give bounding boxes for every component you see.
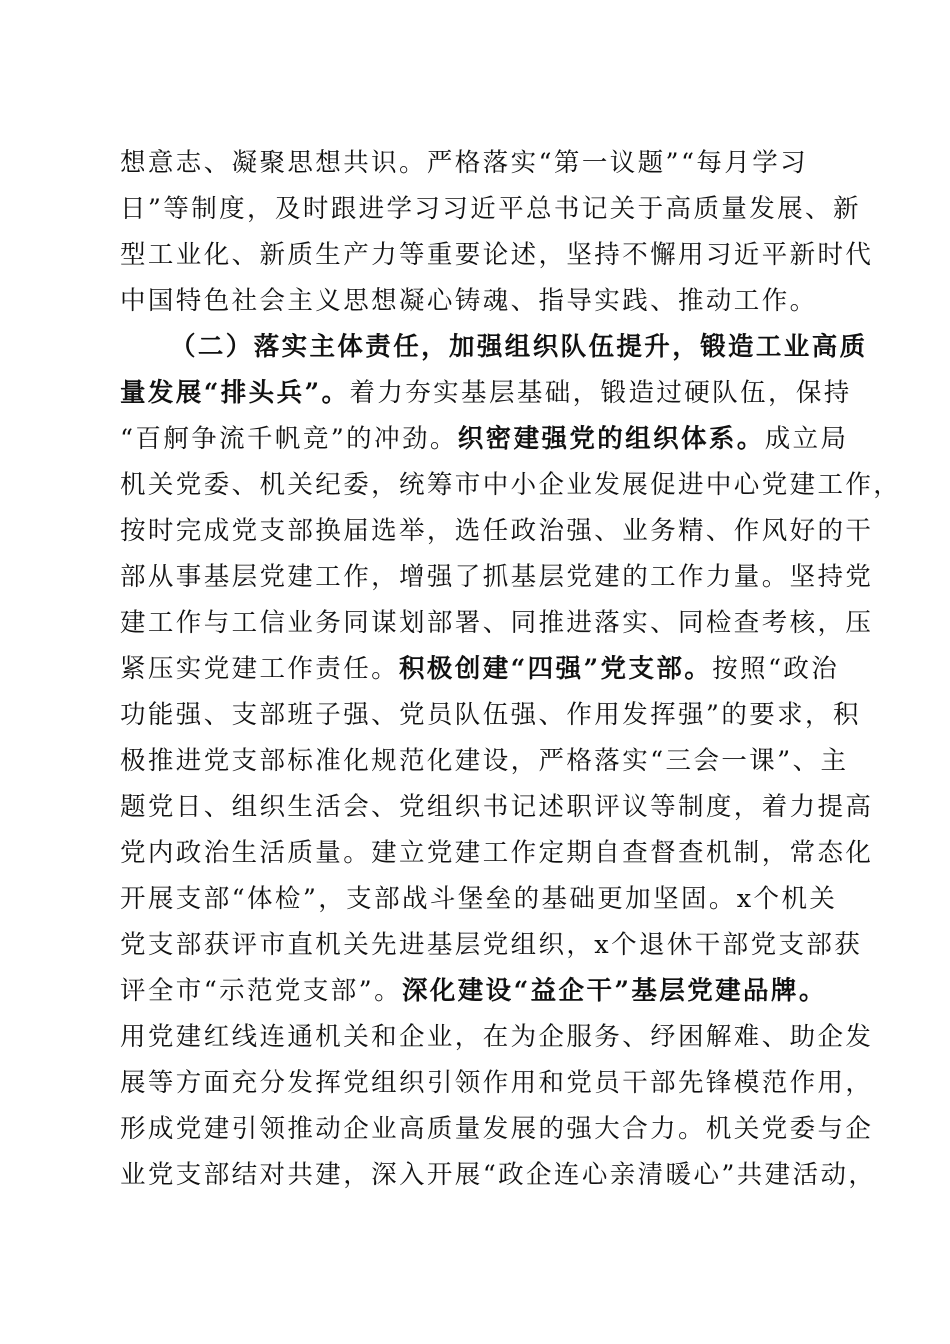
text-run: 型工业化、新质生产力等重要论述，坚持不懈用习近平新时代 — [120, 240, 874, 270]
text-line — [120, 833, 873, 873]
text-line — [120, 511, 873, 551]
text-run: 用党建红线连通机关和企业，在为企服务、纾困解难、助企发 — [120, 1022, 874, 1052]
text-line — [120, 281, 818, 321]
text-run: 按照“政治 — [712, 654, 840, 684]
text-run: 业党支部结对共建，深入开展“政企连心亲清暖心”共建活动， — [120, 1160, 877, 1190]
text-run: 形成党建引领推动企业高质量发展的强大合力。机关党委与企 — [120, 1114, 874, 1144]
text-line — [120, 1109, 873, 1149]
text-line — [120, 143, 808, 183]
text-run: 党内政治生活质量。建立党建工作定期自查督查机制，常态化 — [120, 838, 874, 868]
text-line — [120, 603, 873, 643]
text-line — [120, 787, 873, 827]
text-run: 中国特色社会主义思想凝心铸魂、指导实践、推动工作。 — [120, 286, 818, 316]
text-run: 极推进党支部标准化规范化建设，严格落实“三会一课”、主 — [120, 746, 849, 776]
text-run: 党支部获评市直机关先进基层党组织，x个退休干部党支部获 — [120, 930, 863, 960]
text-line — [120, 971, 827, 1011]
text-line — [120, 189, 861, 229]
text-run: 题党日、组织生活会、党组织书记述职评议等制度，着力提高 — [120, 792, 874, 822]
bold-subheading: 积极创建“四强”党支部。 — [399, 654, 713, 684]
section-heading: （二）落实主体责任，加强组织队伍提升，锻造工业高质 — [170, 332, 868, 362]
text-run: 展等方面充分发挥党组织引领作用和党员干部先锋模范作用， — [120, 1068, 874, 1098]
text-line — [120, 235, 873, 275]
text-run: 评全市“示范党支部”。 — [120, 976, 402, 1006]
text-run: 紧压实党建工作责任。 — [120, 654, 400, 684]
section-heading-line — [170, 327, 868, 367]
text-line — [120, 1155, 876, 1195]
text-line — [120, 1063, 873, 1103]
text-run: 着力夯实基层基础，锻造过硬队伍，保持 — [349, 378, 852, 408]
text-line — [120, 649, 839, 689]
text-line — [120, 419, 848, 459]
section-heading-end: 量发展“排头兵”。 — [120, 378, 350, 408]
text-line — [120, 741, 848, 781]
text-line — [120, 373, 852, 413]
text-line — [120, 879, 837, 919]
bold-subheading: 织密建强党的组织体系。 — [457, 424, 765, 454]
text-line — [120, 695, 861, 735]
text-run: 日”等制度，及时跟进学习习近平总书记关于高质量发展、新 — [120, 194, 861, 224]
text-run: 机关党委、机关纪委，统筹市中小企业发展促进中心党建工作， — [120, 470, 902, 500]
text-run: 功能强、支部班子强、党员队伍强、作用发挥强”的要求，积 — [120, 700, 861, 730]
text-run: 成立局 — [764, 424, 849, 454]
text-run: 建工作与工信业务同谋划部署、同推进落实、同检查考核，压 — [120, 608, 874, 638]
text-run: 按时完成党支部换届选举，选任政治强、业务精、作风好的干 — [120, 516, 874, 546]
text-run: “百舸争流千帆竞”的冲劲。 — [120, 424, 458, 454]
text-line — [120, 925, 862, 965]
text-run: 部从事基层党建工作，增强了抓基层党建的工作力量。坚持党 — [120, 562, 874, 592]
bold-subheading: 深化建设“益企干”基层党建品牌。 — [401, 976, 827, 1006]
text-line — [120, 1017, 873, 1057]
text-run: 开展支部“体检”，支部战斗堡垒的基础更加坚固。x个机关 — [120, 884, 838, 914]
text-line — [120, 557, 873, 597]
text-run: 想意志、凝聚思想共识。严格落实“第一议题”“每月学习 — [120, 148, 809, 178]
text-line — [120, 465, 901, 505]
